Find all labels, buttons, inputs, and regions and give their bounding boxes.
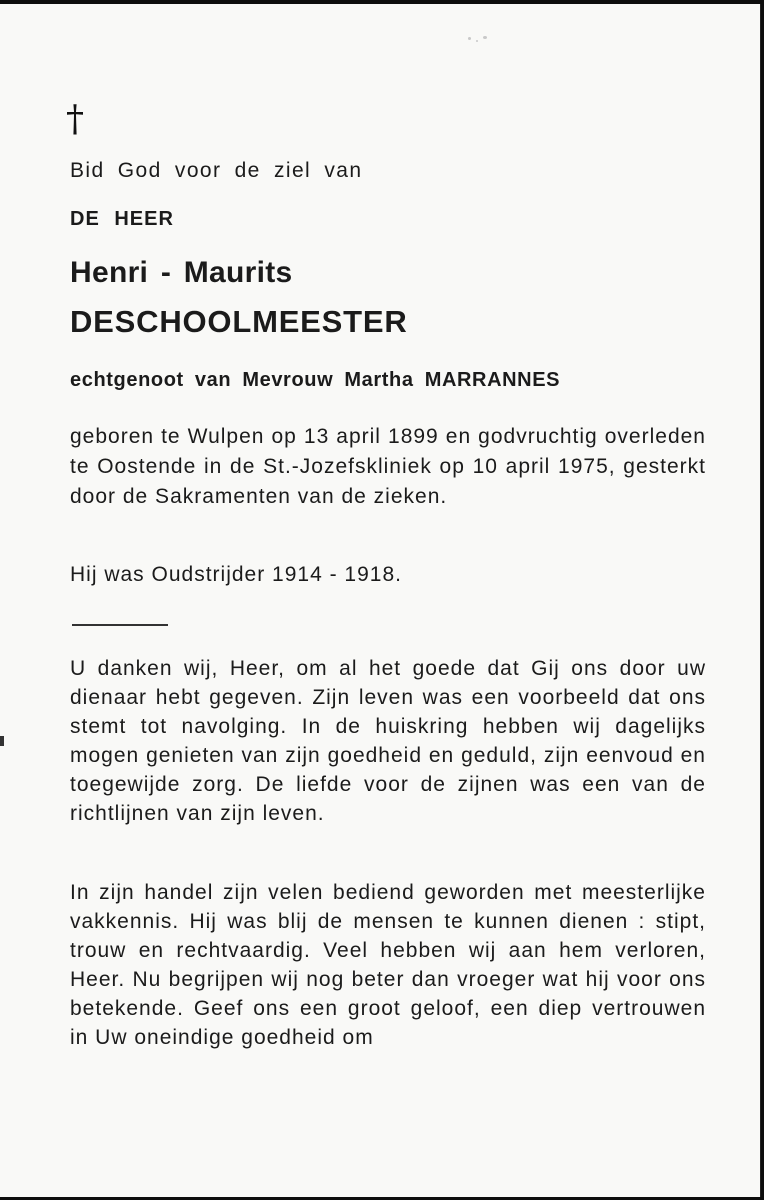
memorial-card xyxy=(0,4,761,1197)
paper-specks xyxy=(468,34,498,48)
cross-icon: † xyxy=(66,99,84,140)
veteran-line: Hij was Oudstrijder 1914 - 1918. xyxy=(70,563,402,586)
deceased-first-names: Henri - Maurits xyxy=(70,256,293,289)
divider-rule xyxy=(72,624,168,626)
biography-paragraph: geboren te Wulpen op 13 april 1899 en godvruchtig overleden te Oostende in de St.-Jozefskliniek op 10 april 1975, gesterkt door de Sakramenten van de zieken. xyxy=(70,425,706,508)
prayer-paragraph-2: In zijn handel zijn velen bediend geworden met meesterlijke vakkennis. Hij was blij de mensen te kunnen dienen : stipt, trouw en rechtvaardig. Veel hebben wij aan hem verloren, Heer. Nu begrijpen wij nog beter dan vroeger wat hij voor ons betekende. Geef ons een groot geloof, een diep vertrouwen in Uw oneindige goedheid om xyxy=(70,881,706,1049)
deceased-surname: DESCHOOLMEESTER xyxy=(70,304,408,339)
prayer-paragraph-1: U danken wij, Heer, om al het goede dat Gij ons door uw dienaar hebt gegeven. Zijn leven was een voorbeeld dat ons stemt tot navolging. In de huiskring hebben wij dagelijks mogen genieten van zijn goedheid en geduld, zijn eenvoud en toegewijde zorg. De liefde voor de zijnen was een van de richtlijnen van zijn leven. xyxy=(70,657,706,825)
spouse-line: echtgenoot van Mevrouw Martha MARRANNES xyxy=(70,369,561,391)
edge-mark xyxy=(0,736,4,746)
honorific-title: DE HEER xyxy=(70,208,174,230)
intro-text: Bid God voor de ziel van xyxy=(70,159,363,182)
